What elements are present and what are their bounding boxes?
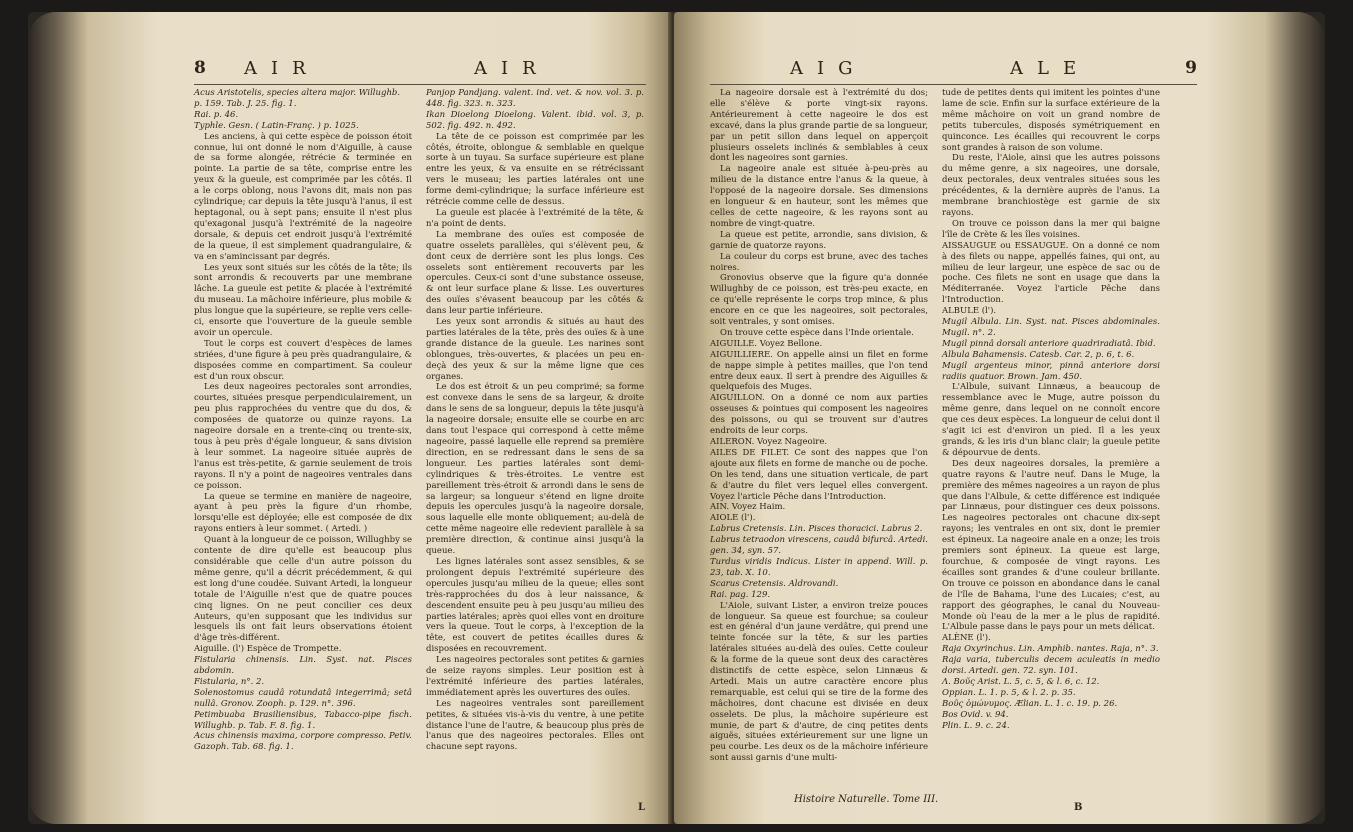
paragraph: Les nageoires pectorales sont petites & garnies de seize rayons simples. Leur position est à l'extrémité inférieure des parties latérales, immédiatement après les ouvertures des ouïes. [426,655,644,698]
paragraph: Du reste, l'Aiole, ainsi que les autres poissons du même genre, a six nageoires, une dorsale, deux pectorales, deux ventrales situées sous les précédentes, & la dernière auprès de l'anus. La membrane branchiostège est garnie de six rayons. [942,153,1160,218]
paragraph: Les lignes latérales sont assez sensibles, & se prolongent depuis l'extrémité supérieure des opercules jusqu'au milieu de la queue; elles sont très-rapprochées du dos à leur naissance, & descendent ensuite peu à peu jusqu'au milieu des parties latérales; après quoi elles vont en droiture vers la queue. Tout le corps, à l'exception de la tête, est couvert de petites écailles dures & disposées en recouvrement. [426,556,644,655]
paragraph: Les deux nageoires pectorales sont arrondies, courtes, situées presque perpendiculairement, un peu plus rapprochées du ventre que du dos, & composées de quatorze ou quinze rayons. La nageoire dorsale en a trente-cinq ou trente-six, tous à peu près d'égale longueur, & sans division à leur sommet. La nageoire située auprès de l'anus est très-petite, & garnie seulement de trois rayons. Il n'y a point de nageoires ventrales dans ce poisson. [194,382,412,491]
paragraph: Fistularia chinensis. Lin. Syst. nat. Pisces abdomin. [194,655,412,677]
left-page-header [194,58,646,88]
paragraph: Ikan Dioelong Dioelong. Valent. ibid. vol. 3, p. 502. fig. 492. n. 492. [426,109,644,131]
paragraph: Turdus viridis Indicus. Lister in append. Will. p. 23, tab. X. 10. [710,556,928,578]
paragraph: Βοῦς ὁμώνυμος. Ælian. L. 1. c. 19. p. 26. [942,698,1118,709]
paragraph: Albula Bahamensis. Catesb. Car. 2, p. 6, t. 6. [942,349,1135,360]
paragraph: AILES DE FILET. Ce sont des nappes que l'on ajoute aux filets en forme de manche ou de poche. On les tend, dans une situation verticale, de part & d'autre du filet vers lequel elles convergent. Voyez l'article Pêche dans l'Introduction. [710,447,928,502]
paragraph: Aiguille. (l') Espèce de Trompette. [194,644,342,655]
header-rule [710,84,1197,85]
paragraph: On trouve cette espèce dans l'Inde orientale. [720,327,914,338]
paragraph: Scarus Cretensis. Aldrovandi. [710,578,839,589]
paragraph: p. 159. Tab. J. 25. fig. 1. [194,98,297,109]
paragraph: Λ. Βοῦς Arist. L. 5, c. 5, & l. 6, c. 12. [942,676,1100,687]
paragraph: Rai. p. 46. [194,109,239,120]
paragraph: Raja varia, tuberculis decem aculeatis in medio dorsi. Artedi. gen. 72. syn. 101. [942,655,1160,677]
paragraph: AIGUILLIERE. On appelle ainsi un filet en forme de nappe simple à petites mailles, que l'on tend entre deux eaux. Il sert à prendre des Aiguilles & quelquefois des Muges. [710,349,928,393]
paragraph: L'Aiole, suivant Lister, a environ treize pouces de longueur. Sa queue est fourchue; sa couleur est en général d'un jaune verdâtre, qui prend une teinte foncée sur la tête, & sur les parties latérales situées au-delà des ouïes. Cette couleur & la forme de la queue sont deux des caractères distinctifs de cette espèce, selon Linnæus & Artedi. Mais un autre caractère encore plus remarquable, est celui qui se tire de la forme des mâchoires, dont chacune est divisée en deux osselets. De plus, la mâchoire supérieure est munie, de part & d'autre, de cinq petites dents aiguës, situées extérieurement sur une ligne un peu courbe. Les deux os de la mâchoire inférieure sont aussi garnis d'une multi- [710,600,928,764]
paragraph: Rai. pag. 129. [710,589,771,600]
paragraph: AIGUILLON. On a donné ce nom aux parties osseuses & pointues qui composent les nageoires des poissons, ou qui se trouvent sur d'autres endroits de leur corps. [710,393,928,437]
paragraph: Tout le corps est couvert d'espèces de lames striées, d'une figure à peu près quadrangulaire, & disposées comme en compartiment. Sa couleur est d'un roux obscur. [194,338,412,382]
running-head-left-2: AIR [474,58,550,79]
running-head-left-1: AIR [244,58,320,79]
paragraph: Mugil argenteus minor, pinnâ anteriore dorsi radiis quatuor. Brown. Jam. 450. [942,360,1160,382]
paragraph: tude de petites dents qui imitent les pointes d'une lame de scie. Enfin sur la surface extérieure de la même mâchoire on voit un grand nombre de petits tubercules, disposés symétriquement en quinconce. Les écailles qui recouvrent le corps sont grandes à raison de son volume. [942,88,1160,153]
left-column-2 [426,88,644,753]
paragraph: Mugil Albula. Lin. Syst. nat. Pisces abdominales. Mugil. n°. 2. [942,317,1160,338]
paragraph: Des deux nageoires dorsales, la première a quatre rayons & l'autre neuf. Dans le Muge, la première des mêmes nageoires a un rayon de plus que dans l'Albule, & cette différence est indiquée par Linnæus, pour distinguer ces deux poissons. Les nageoires pectorales ont chacune dix-sept rayons; les ventrales en ont six, dont le premier est épineux. La nageoire anale en a onze; les trois premiers sont épineux. La queue est large, fourchue, & composée de vingt rayons. Les écailles sont grandes & d'une couleur brillante. On trouve ce poisson en abondance dans le canal de l'île de Bahama, l'une des Lucaies; c'est, au rapport des géographes, le canal du Nouveau-Monde où l'eau de la mer a le plus de rapidité. L'Albule passe dans le pays pour un mets délicat. [942,458,1160,633]
paragraph: Les anciens, à qui cette espèce de poisson étoit connue, lui ont donné le nom d'Aiguille, à cause de sa forme alongée, rétrécie & terminée en pointe. La partie de sa tête, comprise entre les yeux & la gueule, est comprimée par les côtés. Il a le corps oblong, nous l'avons dit, mais non pas cylindrique; car depuis la tête jusqu'à l'anus, il est heptagonal, ou à sept pans; ensuite il n'est plus qu'exagonal jusqu'à l'extrémité de la nageoire dorsale, & depuis cet endroit jusqu'à l'extrémité de la queue, il est simplement quadrangulaire, & va en s'amincissant par degrés. [194,131,412,262]
page-number-left: 8 [194,58,206,78]
right-page-header [710,58,1197,88]
paragraph: Solenostomus caudâ rotundatâ integerrimâ; setâ nullâ. Gronov. Zooph. p. 129. n°. 396. [194,687,412,709]
paragraph: AIOLE (l'). [710,513,756,524]
paragraph: Gronovius observe que la figure qu'a donnée Willughby de ce poisson, est très-peu exacte, en ce qu'elle représente le corps trop mince, & plus encore en ce que les nageoires, soit pectorales, soit ventrales, y sont omises. [710,273,928,328]
paragraph: Petimbuaba Brasiliensibus, Tabacco-pipe fisch. Willughb. p. Tab. F. 8. fig. 1. [194,709,412,731]
right-column-2 [942,88,1160,764]
paragraph: Les yeux sont situés sur les côtés de la tête; ils sont arrondis & recouverts par une membrane lâche. La gueule est petite & placée à l'extrémité du museau. La mâchoire inférieure, plus mobile & plus longue que la supérieure, se replie vers celle-ci, ensorte que l'ouverture de la gueule semble avoir un opercule. [194,262,412,338]
open-book [28,12,1325,824]
paragraph: La nageoire anale est située à-peu-près au milieu de la distance entre l'anus & la queue, à l'opposé de la nageoire dorsale. Ses dimensions en longueur & en hauteur, sont les mêmes que celles de cette nageoire, & les rayons sont au nombre de vingt-quatre. [710,164,928,229]
running-head-right-1: AIG [790,58,867,79]
paragraph: Panjop Pandjang. valent. ind. vet. & nov. vol. 3. p. 448. fig. 323. n. 323. [426,88,644,109]
paragraph: Le dos est étroit & un peu comprimé; sa forme est convexe dans le sens de sa largeur, & droite dans le sens de sa longueur, depuis la tête jusqu'à la nageoire dorsale; ensuite elle se courbe en arc dans tout l'espace qui correspond à cette même nageoire, passé laquelle elle reprend sa première direction, en se redressant dans le sens de sa longueur. Les parties latérales sont demi-cylindriques & très-étroites. Le ventre est pareillement très-étroit & arrondi dans le sens de sa largeur; sa longueur s'étend en ligne droite depuis les opercules jusqu'à la nageoire dorsale, sous laquelle elle monte obliquement; au-delà de cette même nageoire elle redevient parallèle à sa première direction, & continue ainsi jusqu'à la queue. [426,382,644,557]
paragraph: La queue se termine en manière de nageoire, ayant à peu près la figure d'un rhombe, lorsqu'elle est déployée; elle est composée de dix rayons entiers à leur sommet. ( Artedi. ) [194,491,412,535]
paragraph: AISSAUGUE ou ESSAUGUE. On a donné ce nom à des filets ou nappe, appellés faines, qui ont, au milieu de leur largeur, une espèce de sac ou de poche. Ces filets ne sont en usage que dans la Méditerranée. Voyez l'article Pêche dans l'Introduction. [942,240,1160,306]
paragraph: Les nageoires ventrales sont pareillement petites, & situées vis-à-vis du ventre, à une petite distance l'une de l'autre, & beaucoup plus près de l'anus que des nageoires pectorales. Elles ont chacune sept rayons. [426,698,644,753]
paragraph: AIGUILLE. Voyez Bellone. [710,338,823,349]
paragraph: La nageoire dorsale est à l'extrémité du dos; elle s'élève & porte vingt-six rayons. Antérieurement à cette nageoire le dos est excavé, dans la plus grande partie de sa longueur, par un petit sillon dans lequel on apperçoit plusieurs osselets inclinés & semblables à ceux dont les nageoires sont garnies. [710,88,928,164]
paragraph: Les yeux sont arrondis & situés au haut des parties latérales de la tête, près des ouïes & à une grande distance de la gueule. Les narines sont oblongues, très-ouvertes, & placées un peu en-deçà des yeux & sur la même ligne que ces organes. [426,317,644,382]
left-page [28,12,672,824]
paragraph: Typhle. Gesn. ( Latin-Franç. ) p. 1025. [194,120,359,131]
paragraph: Quant à la longueur de ce poisson, Willughby se contente de dire qu'elle est beaucoup plus considérable que celle d'un autre poisson du même genre, qu'il a décrit précédemment, & qui est long d'une coudée. Suivant Artedi, la longueur totale de l'Aiguille n'est que de quatre pouces cinq lignes. On ne peut concilier ces deux Auteurs, qu'en supposant que les individus sur lesquels ils ont fait leurs observations étoient d'âge très-différent. [194,535,412,644]
paragraph: ALBULE (l'). [942,306,997,317]
paragraph: La couleur du corps est brune, avec des taches noires. [710,251,928,273]
paragraph: Raja Oxyrinchus. Lin. Amphib. nantes. Raja, n°. 3. [942,644,1159,655]
header-rule [194,84,646,85]
paragraph: Fistularia, n°. 2. [194,676,265,687]
paragraph: Labrus tetraodon virescens, caudâ bifurcâ. Artedi. gen. 34, syn. 57. [710,535,928,557]
paragraph: AIN. Voyez Haim. [710,502,786,513]
page-footer: Histoire Naturelle. Tome III. [794,794,939,805]
left-column-1 [194,88,412,753]
paragraph: La membrane des ouïes est composée de quatre osselets parallèles, qui s'élèvent peu, & dont ceux de derrière sont les plus longs. Ces osselets sont entièrement recouverts par les opercules. Ceux-ci sont d'une substance osseuse, & ont leur surface plane & lisse. Les ouvertures des ouïes s'évasent beaucoup par les côtés & dans leur partie inférieure. [426,229,644,317]
paragraph: La gueule est placée à l'extrémité de la tête, & n'a point de dents. [426,207,644,229]
catchword: L [638,802,646,813]
paragraph: Labrus Cretensis. Lin. Pisces thoracici. Labrus 2. [710,524,923,535]
paragraph: AILERON. Voyez Nageoire. [710,437,828,447]
right-column-1 [710,88,928,764]
paragraph: L'Albule, suivant Linnæus, a beaucoup de ressemblance avec le Muge, autre poisson du même genre, dans lequel on ne connoît encore que ces deux espèces. La longueur de celui dont il s'agit ici est d'environ un pied. Il a les yeux grands, & les iris d'un blanc clair; la gueule petite & dépourvue de dents. [942,382,1160,458]
paragraph: Acus Aristotelis, species altera major. Willughb. [194,88,401,98]
paragraph: La tête de ce poisson est comprimée par les côtés, étroite, oblongue & semblable en quelque sorte à un tuyau. Sa surface supérieure est plane entre les yeux, & va ensuite en se rétrécissant vers le museau; les parties latérales ont une forme demi-cylindrique; la surface inférieure est rétrécie comme celle de dessus. [426,131,644,208]
paragraph: Plin. L. 9. c. 24. [942,720,1010,731]
page-number-right: 9 [1185,58,1197,78]
signature-mark: B [1074,802,1083,813]
paragraph: La queue est petite, arrondie, sans division, & garnie de quatorze rayons. [710,229,928,251]
paragraph: Acus chinensis maxima, corpore compresso. Petiv. Gazoph. Tab. 68. fig. 1. [194,731,412,753]
paragraph: Mugil pinnâ dorsali anteriore quadriradiatâ. Ibid. [942,338,1156,349]
running-head-right-2: ALE [1010,58,1091,79]
paragraph: On trouve ce poisson dans la mer qui baigne l'île de Crète & les îles voisines. [942,218,1160,240]
paragraph: Oppian. L. 1. p. 5, & l. 2. p. 35. [942,687,1076,698]
right-page [674,12,1325,824]
paragraph: Bos Ovid. v. 94. [942,709,1009,720]
paragraph: ALÈNE (l'). [942,633,991,644]
